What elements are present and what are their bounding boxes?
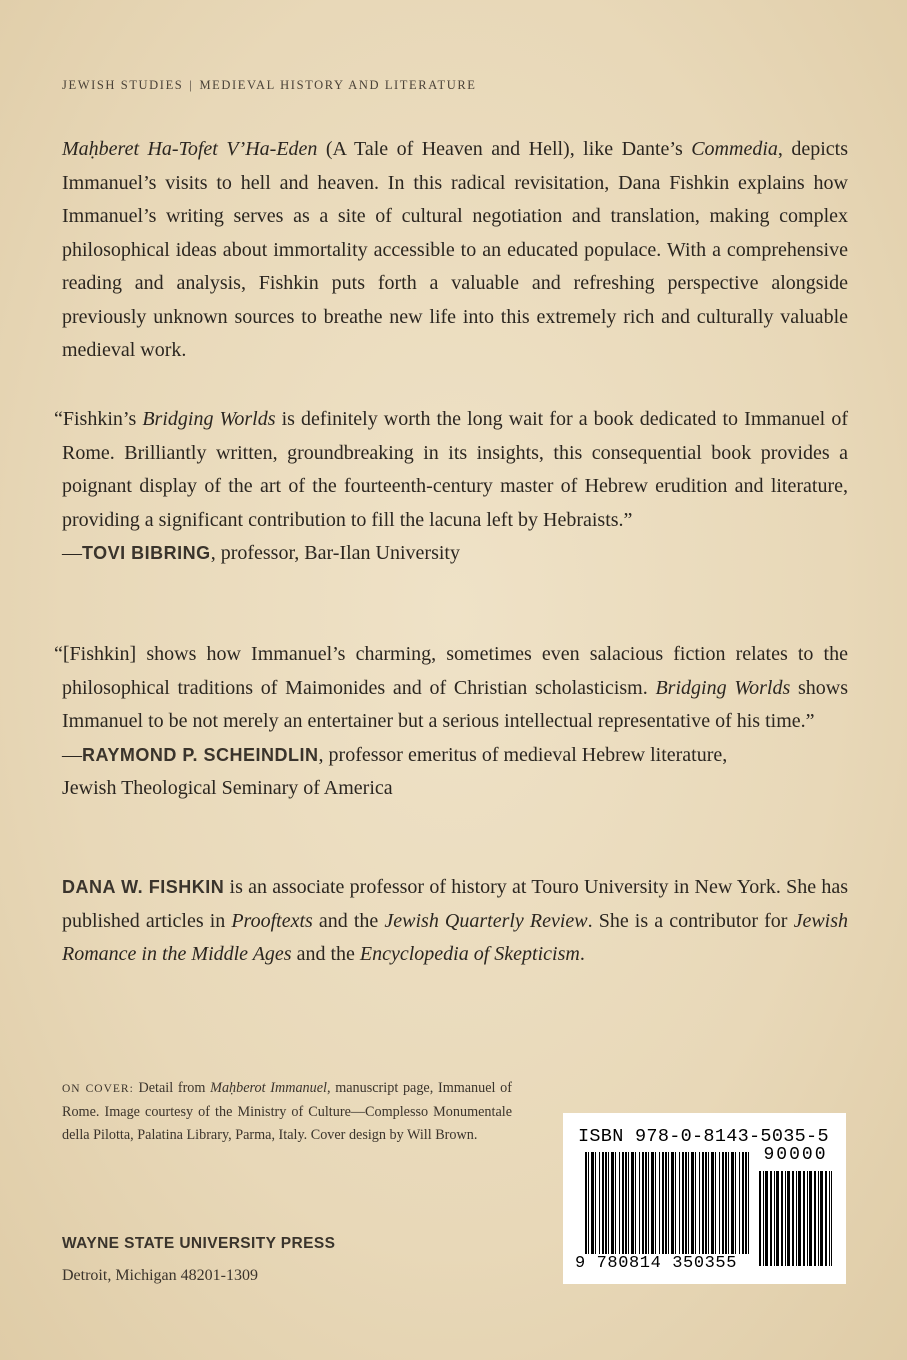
book-description: Maḥberet Ha-Tofet V’Ha-Eden (A Tale of Heaven and Hell), like Dante’s Commedia, depicts Immanuel’s visits to hell and heaven. In this radical revisitation, Dana Fishkin explains how Immanuel’s writing serves as a site of cultural negotiation and translation, making complex philosophical ideas about immortality accessible to an educated populace. With a comprehensive reading and analysis, Fishkin puts forth a valuable and refreshing perspective alongside previously unknown sources to breathe new life into this extremely rich and culturally valuable medieval work. [62, 138, 849, 361]
description-commedia: Commedia [691, 138, 778, 160]
blurb-attribution: —RAYMOND P. SCHEINDLIN, professor emeritus of medieval Hebrew literature, [62, 743, 728, 766]
blurb-affiliation: Jewish Theological Seminary of America [62, 777, 393, 799]
publisher-name: WAYNE STATE UNIVERSITY PRESS [62, 1235, 336, 1252]
category-jewish-studies: JEWISH STUDIES [62, 78, 184, 92]
author-name: DANA W. FISHKIN [62, 877, 225, 897]
category-medieval: MEDIEVAL HISTORY AND LITERATURE [199, 78, 477, 92]
blurb-author-name: RAYMOND P. SCHEINDLIN [82, 744, 319, 765]
ean-digits: 9 780814 350355 [575, 1254, 755, 1273]
blurb-scheindlin: “[Fishkin] shows how Immanuel’s charming, sometimes even salacious fiction relates to the philosophical traditions of Maimonides and of Christian scholasticism. Bridging Worlds shows Immanuel to be not merely an entertainer but a serious intellectual representative of his time.” —RAYMOND P. SCHEINDLIN, professor emeritus of medieval Hebrew literature, Jewish Theological Seminary of America [62, 638, 848, 806]
blurb-book-title: Bridging Worlds [655, 676, 791, 699]
price-addon-bars [759, 1171, 832, 1266]
category-line [62, 78, 477, 93]
credits-label: ON COVER: [62, 1083, 134, 1095]
ean-barcode-bars [585, 1152, 751, 1266]
blurb-attribution: —TOVI BIBRING, professor, Bar-Ilan University [62, 542, 460, 564]
price-addon-digits: 90000 [763, 1145, 828, 1165]
cover-credits: ON COVER: Detail from Maḥberot Immanuel, manuscript page, Immanuel of Rome. Image courtesy of the Ministry of Culture—Complesso Monumentale della Pilotta, Palatina Library, Parma, Italy. Cover design by Will Brown. [62, 1080, 512, 1143]
isbn-label: ISBN 978-0-8143-5035-5 [578, 1126, 829, 1147]
blurb-author-name: TOVI BIBRING [82, 543, 211, 563]
author-bio: DANA W. FISHKIN is an associate professor of history at Touro University in New York. She has published articles in Prooftexts and the Jewish Quarterly Review. She is a contributor for Jewish Romance in the Middle Ages and the Encyclopedia of Skepticism. [62, 876, 849, 965]
blurb-bibring: “Fishkin’s Bridging Worlds is definitely worth the long wait for a book dedicated to Immanuel of Rome. Brilliantly written, groundbreaking in its insights, this consequential book provides a poignant display of the art of the fourteenth-century master of Hebrew erudition and literature, providing a significant contribution to fill the lacuna left by Hebraists.” —TOVI BIBRING, professor, Bar-Ilan University [62, 403, 848, 571]
publisher-address: Detroit, Michigan 48201-1309 [62, 1267, 258, 1284]
description-title: Maḥberet Ha-Tofet V’Ha-Eden [62, 138, 318, 160]
category-separator: | [189, 78, 194, 92]
blurb-book-title: Bridging Worlds [142, 408, 276, 430]
isbn-barcode [563, 1113, 846, 1284]
